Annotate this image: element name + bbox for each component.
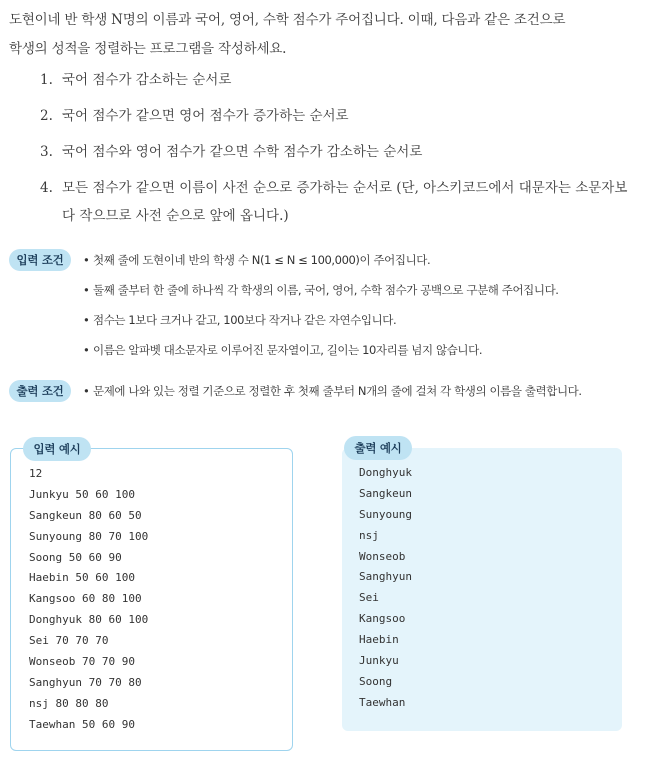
output-conditions-list — [83, 380, 582, 410]
input-example-line: Sei 70 70 70 — [29, 634, 109, 648]
input-example-line: Sunyoung 80 70 100 — [29, 529, 149, 543]
condition-text: 국어 점수가 같으면 영어 점수가 증가하는 순서로 — [62, 108, 349, 124]
sort-conditions-list — [40, 68, 640, 242]
problem-description — [9, 6, 639, 64]
input-condition-text: 둘째 줄부터 한 줄에 하나씩 각 학생의 이름, 국어, 영어, 수학 점수가 공백으로 구분해 주어집니다. — [93, 283, 559, 297]
input-example-box — [10, 442, 293, 751]
output-example-box — [342, 441, 622, 731]
output-example-line: Junkyu — [359, 654, 399, 668]
output-example-line: Sunyoung — [359, 507, 412, 521]
output-conditions-badge: 출력 조건 — [9, 380, 71, 402]
input-example-line: Wonseob 70 70 90 — [29, 655, 135, 669]
output-example-line: nsj — [359, 528, 379, 542]
input-condition-text: 이름은 알파벳 대소문자로 이루어진 문자열이고, 길이는 10자리를 넘지 않습니다. — [93, 343, 483, 357]
sort-condition-item — [40, 140, 640, 164]
input-condition-item — [83, 249, 559, 279]
bullet-icon: • — [83, 343, 90, 357]
input-example-line: Donghyuk 80 60 100 — [29, 613, 149, 627]
input-example-tag: 입력 예시 — [23, 437, 91, 461]
output-example-line: Haebin — [359, 633, 399, 647]
condition-number: 3. — [40, 144, 53, 160]
output-condition-item — [83, 380, 582, 410]
bullet-icon: • — [83, 283, 90, 297]
output-example-line: Sanghyun — [359, 570, 412, 584]
input-condition-item — [83, 309, 559, 339]
output-example-line: Kangsoo — [359, 612, 406, 626]
condition-number: 4. — [40, 180, 53, 196]
output-example-line: Donghyuk — [359, 466, 412, 479]
sort-condition-item — [40, 104, 640, 128]
input-example-code — [29, 464, 148, 736]
condition-text: 국어 점수와 영어 점수가 같으면 수학 점수가 감소하는 순서로 — [62, 144, 423, 160]
condition-number: 2. — [40, 108, 53, 124]
output-example-line: Sangkeun — [359, 486, 412, 500]
bullet-icon: • — [83, 253, 90, 267]
input-example-line: 12 — [29, 467, 43, 480]
description-line-2: 학생의 성적을 정렬하는 프로그램을 작성하세요. — [9, 41, 287, 57]
bullet-icon: • — [83, 384, 90, 398]
condition-text: 국어 점수가 감소하는 순서로 — [62, 72, 232, 88]
condition-number: 1. — [40, 72, 53, 88]
input-example-line: Soong 50 60 90 — [29, 550, 122, 564]
sort-condition-item — [40, 176, 640, 230]
bullet-icon: • — [83, 313, 90, 327]
input-condition-item — [83, 339, 559, 369]
input-example-line: Taewhan 50 60 90 — [29, 717, 135, 731]
input-example-line: Junkyu 50 60 100 — [29, 487, 135, 501]
output-example-line: Taewhan — [359, 695, 406, 709]
sort-condition-item — [40, 68, 640, 92]
output-example-line: Wonseob — [359, 549, 406, 563]
output-condition-text: 문제에 나와 있는 정렬 기준으로 정렬한 후 첫째 줄부터 N개의 줄에 걸쳐 각 학생의 이름을 출력합니다. — [93, 384, 582, 398]
input-example-line: Kangsoo 60 80 100 — [29, 592, 142, 606]
output-example-line: Sei — [359, 591, 379, 605]
input-conditions-list — [83, 249, 559, 369]
input-example-line: Haebin 50 60 100 — [29, 571, 135, 585]
input-conditions-badge: 입력 조건 — [9, 249, 71, 271]
output-example-code — [359, 463, 412, 714]
input-condition-item — [83, 279, 559, 309]
input-condition-text: 점수는 1보다 크거나 같고, 100보다 작거나 같은 자연수입니다. — [93, 313, 397, 327]
input-condition-text: 첫째 줄에 도현이네 반의 학생 수 N(1 ≤ N ≤ 100,000)이 주어집니다. — [93, 253, 431, 267]
condition-text: 모든 점수가 같으면 이름이 사전 순으로 증가하는 순서로 (단, 아스키코드에서 대문자는 소문자보다 작으므로 사전 순으로 앞에 옵니다.) — [62, 180, 628, 224]
input-example-line: nsj 80 80 80 — [29, 696, 109, 710]
input-example-line: Sangkeun 80 60 50 — [29, 508, 142, 522]
output-example-line: Soong — [359, 674, 393, 688]
description-line-1: 도현이네 반 학생 N명의 이름과 국어, 영어, 수학 점수가 주어집니다. 이때, 다음과 같은 조건으로 — [9, 12, 566, 28]
output-example-tag: 출력 예시 — [344, 436, 412, 460]
input-example-line: Sanghyun 70 70 80 — [29, 675, 142, 689]
